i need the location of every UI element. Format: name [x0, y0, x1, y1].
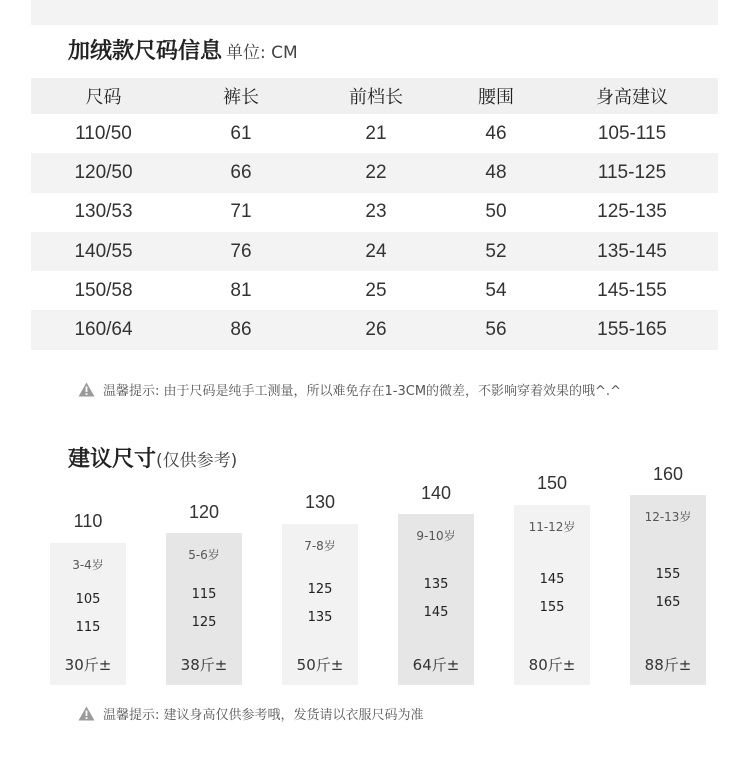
cell-pants-length: 66 — [230, 161, 252, 183]
unit-label: 单位: CM — [226, 43, 298, 63]
size-info-title — [68, 34, 298, 65]
height-max: 135 — [307, 610, 333, 625]
height-min: 145 — [539, 572, 565, 587]
cell-waist: 50 — [485, 201, 507, 223]
cell-pants-length: 81 — [230, 279, 252, 301]
cell-pants-length: 86 — [230, 319, 252, 341]
header-size: 尺码 — [85, 87, 122, 107]
warning-triangle-icon — [78, 382, 95, 397]
table-row — [31, 232, 718, 271]
cell-front-rise: 25 — [365, 279, 387, 301]
cell-height: 155-165 — [597, 319, 667, 341]
cell-size: 150/58 — [74, 279, 133, 301]
table-row — [31, 153, 718, 192]
cell-size: 140/55 — [74, 240, 133, 262]
cell-size: 130/53 — [74, 201, 133, 223]
cell-size: 120/50 — [74, 161, 133, 183]
cell-waist: 56 — [485, 319, 507, 341]
measurement-tip-text: 温馨提示: 由于尺码是纯手工测量，所以难免存在1-3CM的微差，不影响穿着效果的哦^.^ — [103, 384, 621, 399]
age-label: 9-10岁 — [416, 529, 456, 543]
cell-front-rise: 21 — [365, 122, 387, 144]
column-size-label: 150 — [536, 473, 568, 493]
cell-height: 105-115 — [597, 122, 667, 144]
cell-front-rise: 26 — [365, 319, 387, 341]
recommend-subtitle: (仅供参考) — [156, 451, 238, 471]
cell-pants-length: 71 — [230, 201, 252, 223]
cell-height: 125-135 — [597, 201, 667, 223]
table-row — [31, 114, 718, 153]
cell-waist: 46 — [485, 122, 507, 144]
header-height-suggestion: 身高建议 — [596, 87, 668, 107]
cell-height: 145-155 — [597, 279, 667, 301]
table-row — [31, 310, 718, 349]
cell-size: 110/50 — [75, 122, 132, 144]
height-max: 125 — [191, 615, 217, 630]
header-front-rise: 前档长 — [349, 87, 403, 107]
table-row — [31, 271, 718, 310]
cell-waist: 52 — [485, 240, 507, 262]
table-header-row — [31, 78, 718, 114]
column-size-label: 120 — [188, 502, 220, 522]
measurement-tip — [78, 380, 621, 399]
column-size-label: 160 — [652, 464, 684, 484]
column-box — [630, 495, 706, 685]
weight-label: 30斤± — [64, 656, 112, 674]
cell-pants-length: 61 — [230, 122, 252, 144]
cell-waist: 54 — [485, 279, 507, 301]
height-min: 115 — [191, 587, 217, 602]
column-size-label: 130 — [304, 492, 336, 512]
column-box — [514, 505, 590, 685]
column-box — [166, 533, 242, 685]
age-label: 3-4岁 — [72, 558, 104, 572]
height-max: 165 — [655, 595, 681, 610]
recommend-tip-text: 温馨提示: 建议身高仅供参考哦，发货请以衣服尺码为准 — [103, 708, 424, 723]
column-box — [282, 524, 358, 685]
cell-front-rise: 24 — [365, 240, 387, 262]
weight-label: 88斤± — [644, 656, 692, 674]
warning-triangle-icon — [78, 706, 95, 721]
recommend-heading: 建议尺寸 — [68, 447, 157, 472]
height-min: 105 — [75, 592, 101, 607]
weight-label: 64斤± — [412, 656, 460, 674]
table-row — [31, 193, 718, 232]
size-info-heading: 加绒款尺码信息 — [68, 39, 223, 64]
top-divider-strip — [31, 0, 718, 25]
cell-waist: 48 — [485, 161, 507, 183]
column-size-label: 110 — [73, 511, 103, 531]
size-table — [31, 78, 718, 350]
age-label: 11-12岁 — [528, 520, 576, 534]
age-label: 7-8岁 — [304, 539, 336, 553]
column-box — [398, 514, 474, 685]
cell-front-rise: 22 — [365, 161, 387, 183]
column-box — [50, 543, 126, 685]
cell-height: 135-145 — [597, 240, 667, 262]
age-label: 5-6岁 — [188, 548, 220, 562]
age-label: 12-13岁 — [644, 510, 692, 524]
cell-height: 115-125 — [597, 161, 667, 183]
height-max: 155 — [539, 600, 565, 615]
height-max: 115 — [75, 620, 101, 635]
cell-size: 160/64 — [74, 319, 133, 341]
recommend-tip — [78, 704, 424, 723]
height-max: 145 — [423, 605, 449, 620]
recommend-title — [68, 442, 237, 473]
header-pants-length: 裤长 — [223, 87, 259, 107]
height-min: 135 — [423, 577, 449, 592]
weight-label: 38斤± — [180, 656, 228, 674]
cell-front-rise: 23 — [365, 201, 387, 223]
height-min: 155 — [655, 567, 681, 582]
height-min: 125 — [307, 582, 333, 597]
weight-label: 80斤± — [528, 656, 576, 674]
column-size-label: 140 — [420, 483, 452, 503]
weight-label: 50斤± — [296, 656, 344, 674]
header-waist: 腰围 — [478, 87, 514, 107]
cell-pants-length: 76 — [230, 240, 252, 262]
